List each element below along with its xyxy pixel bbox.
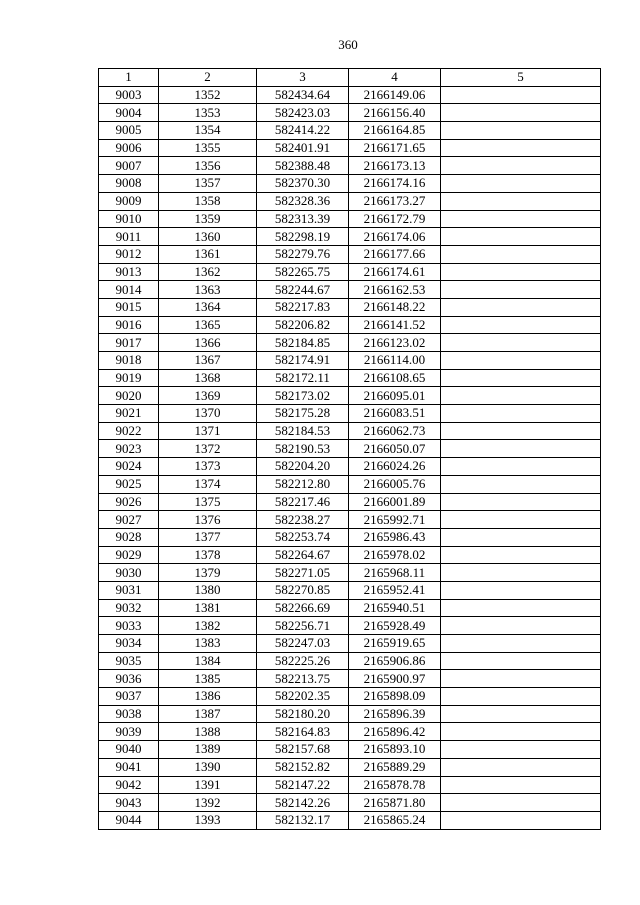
table-cell: 582434.64 (257, 86, 349, 104)
table-cell: 1392 (159, 794, 257, 812)
table-cell: 1382 (159, 617, 257, 635)
table-cell: 582132.17 (257, 811, 349, 829)
table-cell (441, 475, 601, 493)
table-cell: 1373 (159, 458, 257, 476)
table-cell: 9004 (99, 104, 159, 122)
table-cell: 582266.69 (257, 599, 349, 617)
table-cell (441, 192, 601, 210)
table-row (99, 298, 601, 316)
table-cell: 582217.83 (257, 298, 349, 316)
table-cell: 1379 (159, 564, 257, 582)
table-cell: 2165919.65 (349, 635, 441, 653)
table-row (99, 546, 601, 564)
table-cell: 1391 (159, 776, 257, 794)
table-cell: 9005 (99, 122, 159, 140)
table-cell: 1361 (159, 245, 257, 263)
table-cell (441, 493, 601, 511)
table-row (99, 245, 601, 263)
table-cell: 1377 (159, 528, 257, 546)
table-cell (441, 122, 601, 140)
table-cell: 582414.22 (257, 122, 349, 140)
table-cell: 1386 (159, 688, 257, 706)
table-cell: 9028 (99, 528, 159, 546)
coordinates-table (98, 68, 601, 830)
table-cell: 9037 (99, 688, 159, 706)
table-row (99, 352, 601, 370)
table-cell: 2166173.27 (349, 192, 441, 210)
table-cell: 582142.26 (257, 794, 349, 812)
table-cell: 9015 (99, 298, 159, 316)
table-row (99, 528, 601, 546)
table-cell: 582247.03 (257, 635, 349, 653)
table-cell: 1384 (159, 652, 257, 670)
table-cell: 582164.83 (257, 723, 349, 741)
table-cell: 1369 (159, 387, 257, 405)
table-row (99, 440, 601, 458)
table-row (99, 122, 601, 140)
table-row (99, 210, 601, 228)
table-cell: 9025 (99, 475, 159, 493)
table-cell: 1393 (159, 811, 257, 829)
table-cell (441, 652, 601, 670)
table-cell: 9043 (99, 794, 159, 812)
table-row (99, 564, 601, 582)
table-row (99, 228, 601, 246)
table-cell: 9022 (99, 422, 159, 440)
table-cell: 2166141.52 (349, 316, 441, 334)
table-body (99, 86, 601, 829)
table-cell: 2166148.22 (349, 298, 441, 316)
table-cell: 1378 (159, 546, 257, 564)
table-cell: 9038 (99, 705, 159, 723)
column-header: 2 (159, 69, 257, 87)
column-header: 1 (99, 69, 159, 87)
table-row (99, 776, 601, 794)
table-cell: 582298.19 (257, 228, 349, 246)
table-cell (441, 670, 601, 688)
table-row (99, 794, 601, 812)
table-cell: 1363 (159, 281, 257, 299)
table-cell: 582212.80 (257, 475, 349, 493)
table-cell: 1353 (159, 104, 257, 122)
table-row (99, 387, 601, 405)
table-row (99, 334, 601, 352)
table-cell: 9026 (99, 493, 159, 511)
table-cell: 2166164.85 (349, 122, 441, 140)
table-cell: 2166174.16 (349, 175, 441, 193)
table-cell: 2166174.06 (349, 228, 441, 246)
table-cell: 1370 (159, 405, 257, 423)
table-cell: 9017 (99, 334, 159, 352)
table-cell (441, 564, 601, 582)
table-cell: 2165900.97 (349, 670, 441, 688)
table-cell: 1368 (159, 369, 257, 387)
table-cell (441, 581, 601, 599)
table-row (99, 635, 601, 653)
table-cell: 9021 (99, 405, 159, 423)
table-cell: 582279.76 (257, 245, 349, 263)
table-cell: 2166095.01 (349, 387, 441, 405)
table-cell (441, 422, 601, 440)
table-cell: 1359 (159, 210, 257, 228)
table-cell: 9023 (99, 440, 159, 458)
table-cell: 1390 (159, 758, 257, 776)
table-row (99, 192, 601, 210)
table-cell: 1352 (159, 86, 257, 104)
table-cell: 2165928.49 (349, 617, 441, 635)
table-cell: 582270.85 (257, 581, 349, 599)
table-cell: 1375 (159, 493, 257, 511)
table-cell (441, 458, 601, 476)
table-cell: 1372 (159, 440, 257, 458)
table-cell: 582180.20 (257, 705, 349, 723)
table-cell: 2166177.66 (349, 245, 441, 263)
table-cell: 582157.68 (257, 741, 349, 759)
table-cell (441, 723, 601, 741)
table-row (99, 511, 601, 529)
table-cell (441, 635, 601, 653)
table-cell: 582256.71 (257, 617, 349, 635)
table-cell: 2165986.43 (349, 528, 441, 546)
table-cell: 9013 (99, 263, 159, 281)
table-cell: 2166050.07 (349, 440, 441, 458)
table-cell: 2165896.42 (349, 723, 441, 741)
table-cell: 1365 (159, 316, 257, 334)
table-cell: 582313.39 (257, 210, 349, 228)
table-row (99, 263, 601, 281)
table-row (99, 617, 601, 635)
table-cell: 582370.30 (257, 175, 349, 193)
table-row (99, 652, 601, 670)
table-cell: 9040 (99, 741, 159, 759)
table-cell: 1380 (159, 581, 257, 599)
table-cell: 1364 (159, 298, 257, 316)
page-number: 360 (338, 37, 358, 52)
table-cell: 582206.82 (257, 316, 349, 334)
table-cell: 9003 (99, 86, 159, 104)
table-cell: 582271.05 (257, 564, 349, 582)
table-cell: 9014 (99, 281, 159, 299)
table-cell (441, 245, 601, 263)
table-cell (441, 528, 601, 546)
table-row (99, 281, 601, 299)
table-row (99, 86, 601, 104)
table-cell: 9007 (99, 157, 159, 175)
table-cell: 9041 (99, 758, 159, 776)
table-cell: 582152.82 (257, 758, 349, 776)
table-row (99, 758, 601, 776)
table-row (99, 811, 601, 829)
table-cell: 2166062.73 (349, 422, 441, 440)
table-cell: 1360 (159, 228, 257, 246)
table-row (99, 458, 601, 476)
table-cell (441, 139, 601, 157)
table-cell: 582225.26 (257, 652, 349, 670)
table-cell: 1354 (159, 122, 257, 140)
table-row (99, 316, 601, 334)
table-cell: 9035 (99, 652, 159, 670)
table-cell: 9016 (99, 316, 159, 334)
table-cell: 9009 (99, 192, 159, 210)
table-cell: 582147.22 (257, 776, 349, 794)
table-cell: 1362 (159, 263, 257, 281)
table-cell (441, 617, 601, 635)
table-cell: 9020 (99, 387, 159, 405)
table-cell (441, 546, 601, 564)
table-cell: 2166005.76 (349, 475, 441, 493)
table-cell: 1357 (159, 175, 257, 193)
table-cell: 1381 (159, 599, 257, 617)
table-cell: 1374 (159, 475, 257, 493)
table-cell: 582184.53 (257, 422, 349, 440)
table-cell: 582328.36 (257, 192, 349, 210)
table-cell (441, 405, 601, 423)
column-header: 3 (257, 69, 349, 87)
table-cell: 9018 (99, 352, 159, 370)
table-cell (441, 688, 601, 706)
table-row (99, 475, 601, 493)
table-row (99, 705, 601, 723)
table-cell: 9027 (99, 511, 159, 529)
table-cell: 9024 (99, 458, 159, 476)
table-cell: 9011 (99, 228, 159, 246)
column-header: 4 (349, 69, 441, 87)
table-cell (441, 263, 601, 281)
table-cell: 582213.75 (257, 670, 349, 688)
table-cell: 582244.67 (257, 281, 349, 299)
table-cell: 2166173.13 (349, 157, 441, 175)
table-cell: 1387 (159, 705, 257, 723)
column-header: 5 (441, 69, 601, 87)
table-cell: 1371 (159, 422, 257, 440)
table-cell: 582173.02 (257, 387, 349, 405)
table-cell: 2165878.78 (349, 776, 441, 794)
table-cell: 2166001.89 (349, 493, 441, 511)
table-cell: 2166114.00 (349, 352, 441, 370)
table-cell: 582190.53 (257, 440, 349, 458)
table-cell (441, 334, 601, 352)
table-row (99, 104, 601, 122)
table-cell: 2166172.79 (349, 210, 441, 228)
table-cell (441, 104, 601, 122)
table-cell: 1356 (159, 157, 257, 175)
table-cell: 2166108.65 (349, 369, 441, 387)
table-cell: 9010 (99, 210, 159, 228)
table-cell: 9036 (99, 670, 159, 688)
table-cell: 9033 (99, 617, 159, 635)
table-header-row (99, 69, 601, 87)
table-row (99, 493, 601, 511)
table-row (99, 157, 601, 175)
table-cell: 1376 (159, 511, 257, 529)
table-cell (441, 511, 601, 529)
table-cell (441, 86, 601, 104)
table-cell: 9032 (99, 599, 159, 617)
table-row (99, 405, 601, 423)
table-cell: 582217.46 (257, 493, 349, 511)
table-cell (441, 281, 601, 299)
table-cell (441, 599, 601, 617)
table-cell: 9008 (99, 175, 159, 193)
table-cell: 9034 (99, 635, 159, 653)
table-cell: 582253.74 (257, 528, 349, 546)
table-cell: 9039 (99, 723, 159, 741)
table-cell: 1388 (159, 723, 257, 741)
table-cell: 2165968.11 (349, 564, 441, 582)
table-cell (441, 811, 601, 829)
table-cell: 2165898.09 (349, 688, 441, 706)
table-cell: 582264.67 (257, 546, 349, 564)
table-cell: 9019 (99, 369, 159, 387)
table-cell: 2165978.02 (349, 546, 441, 564)
table-cell: 582401.91 (257, 139, 349, 157)
table-cell (441, 157, 601, 175)
table-cell: 9042 (99, 776, 159, 794)
table-cell: 2165940.51 (349, 599, 441, 617)
table-cell: 582204.20 (257, 458, 349, 476)
table-cell: 582174.91 (257, 352, 349, 370)
table-cell (441, 369, 601, 387)
table-row (99, 422, 601, 440)
table-cell: 1355 (159, 139, 257, 157)
table-cell: 2166162.53 (349, 281, 441, 299)
table-row (99, 175, 601, 193)
table-cell: 9031 (99, 581, 159, 599)
table-cell (441, 352, 601, 370)
table-row (99, 670, 601, 688)
table-cell: 2165889.29 (349, 758, 441, 776)
table-cell (441, 741, 601, 759)
table-cell: 2166149.06 (349, 86, 441, 104)
table-cell: 582423.03 (257, 104, 349, 122)
table-cell: 1385 (159, 670, 257, 688)
table-cell (441, 316, 601, 334)
table-cell: 2165896.39 (349, 705, 441, 723)
table-cell: 582202.35 (257, 688, 349, 706)
table-cell (441, 210, 601, 228)
table-cell: 9029 (99, 546, 159, 564)
table-cell (441, 175, 601, 193)
table-cell (441, 387, 601, 405)
table-cell: 9006 (99, 139, 159, 157)
table-cell: 582388.48 (257, 157, 349, 175)
table-cell: 1383 (159, 635, 257, 653)
table-row (99, 688, 601, 706)
table-cell: 2166156.40 (349, 104, 441, 122)
table-cell (441, 228, 601, 246)
table-cell: 2166024.26 (349, 458, 441, 476)
table-cell: 582265.75 (257, 263, 349, 281)
table-cell: 2166171.65 (349, 139, 441, 157)
table-cell: 2166174.61 (349, 263, 441, 281)
table-cell: 9044 (99, 811, 159, 829)
table-cell: 2165871.80 (349, 794, 441, 812)
table-cell: 2165865.24 (349, 811, 441, 829)
table-row (99, 369, 601, 387)
table-row (99, 599, 601, 617)
table-cell: 582238.27 (257, 511, 349, 529)
table-cell: 9030 (99, 564, 159, 582)
table-cell: 2165992.71 (349, 511, 441, 529)
table-cell: 2165906.86 (349, 652, 441, 670)
table-cell: 1389 (159, 741, 257, 759)
table-cell (441, 794, 601, 812)
table-cell: 2165893.10 (349, 741, 441, 759)
table-cell: 582172.11 (257, 369, 349, 387)
table-cell: 582184.85 (257, 334, 349, 352)
table-cell (441, 776, 601, 794)
table-row (99, 139, 601, 157)
table-cell (441, 440, 601, 458)
table-cell: 582175.28 (257, 405, 349, 423)
table-cell: 2166083.51 (349, 405, 441, 423)
table-cell: 1358 (159, 192, 257, 210)
table-cell (441, 298, 601, 316)
table-cell: 1367 (159, 352, 257, 370)
table-row (99, 723, 601, 741)
table-cell (441, 705, 601, 723)
table-row (99, 741, 601, 759)
table-cell (441, 758, 601, 776)
table-row (99, 581, 601, 599)
table-cell: 2166123.02 (349, 334, 441, 352)
table-cell: 1366 (159, 334, 257, 352)
table-cell: 9012 (99, 245, 159, 263)
table-cell: 2165952.41 (349, 581, 441, 599)
